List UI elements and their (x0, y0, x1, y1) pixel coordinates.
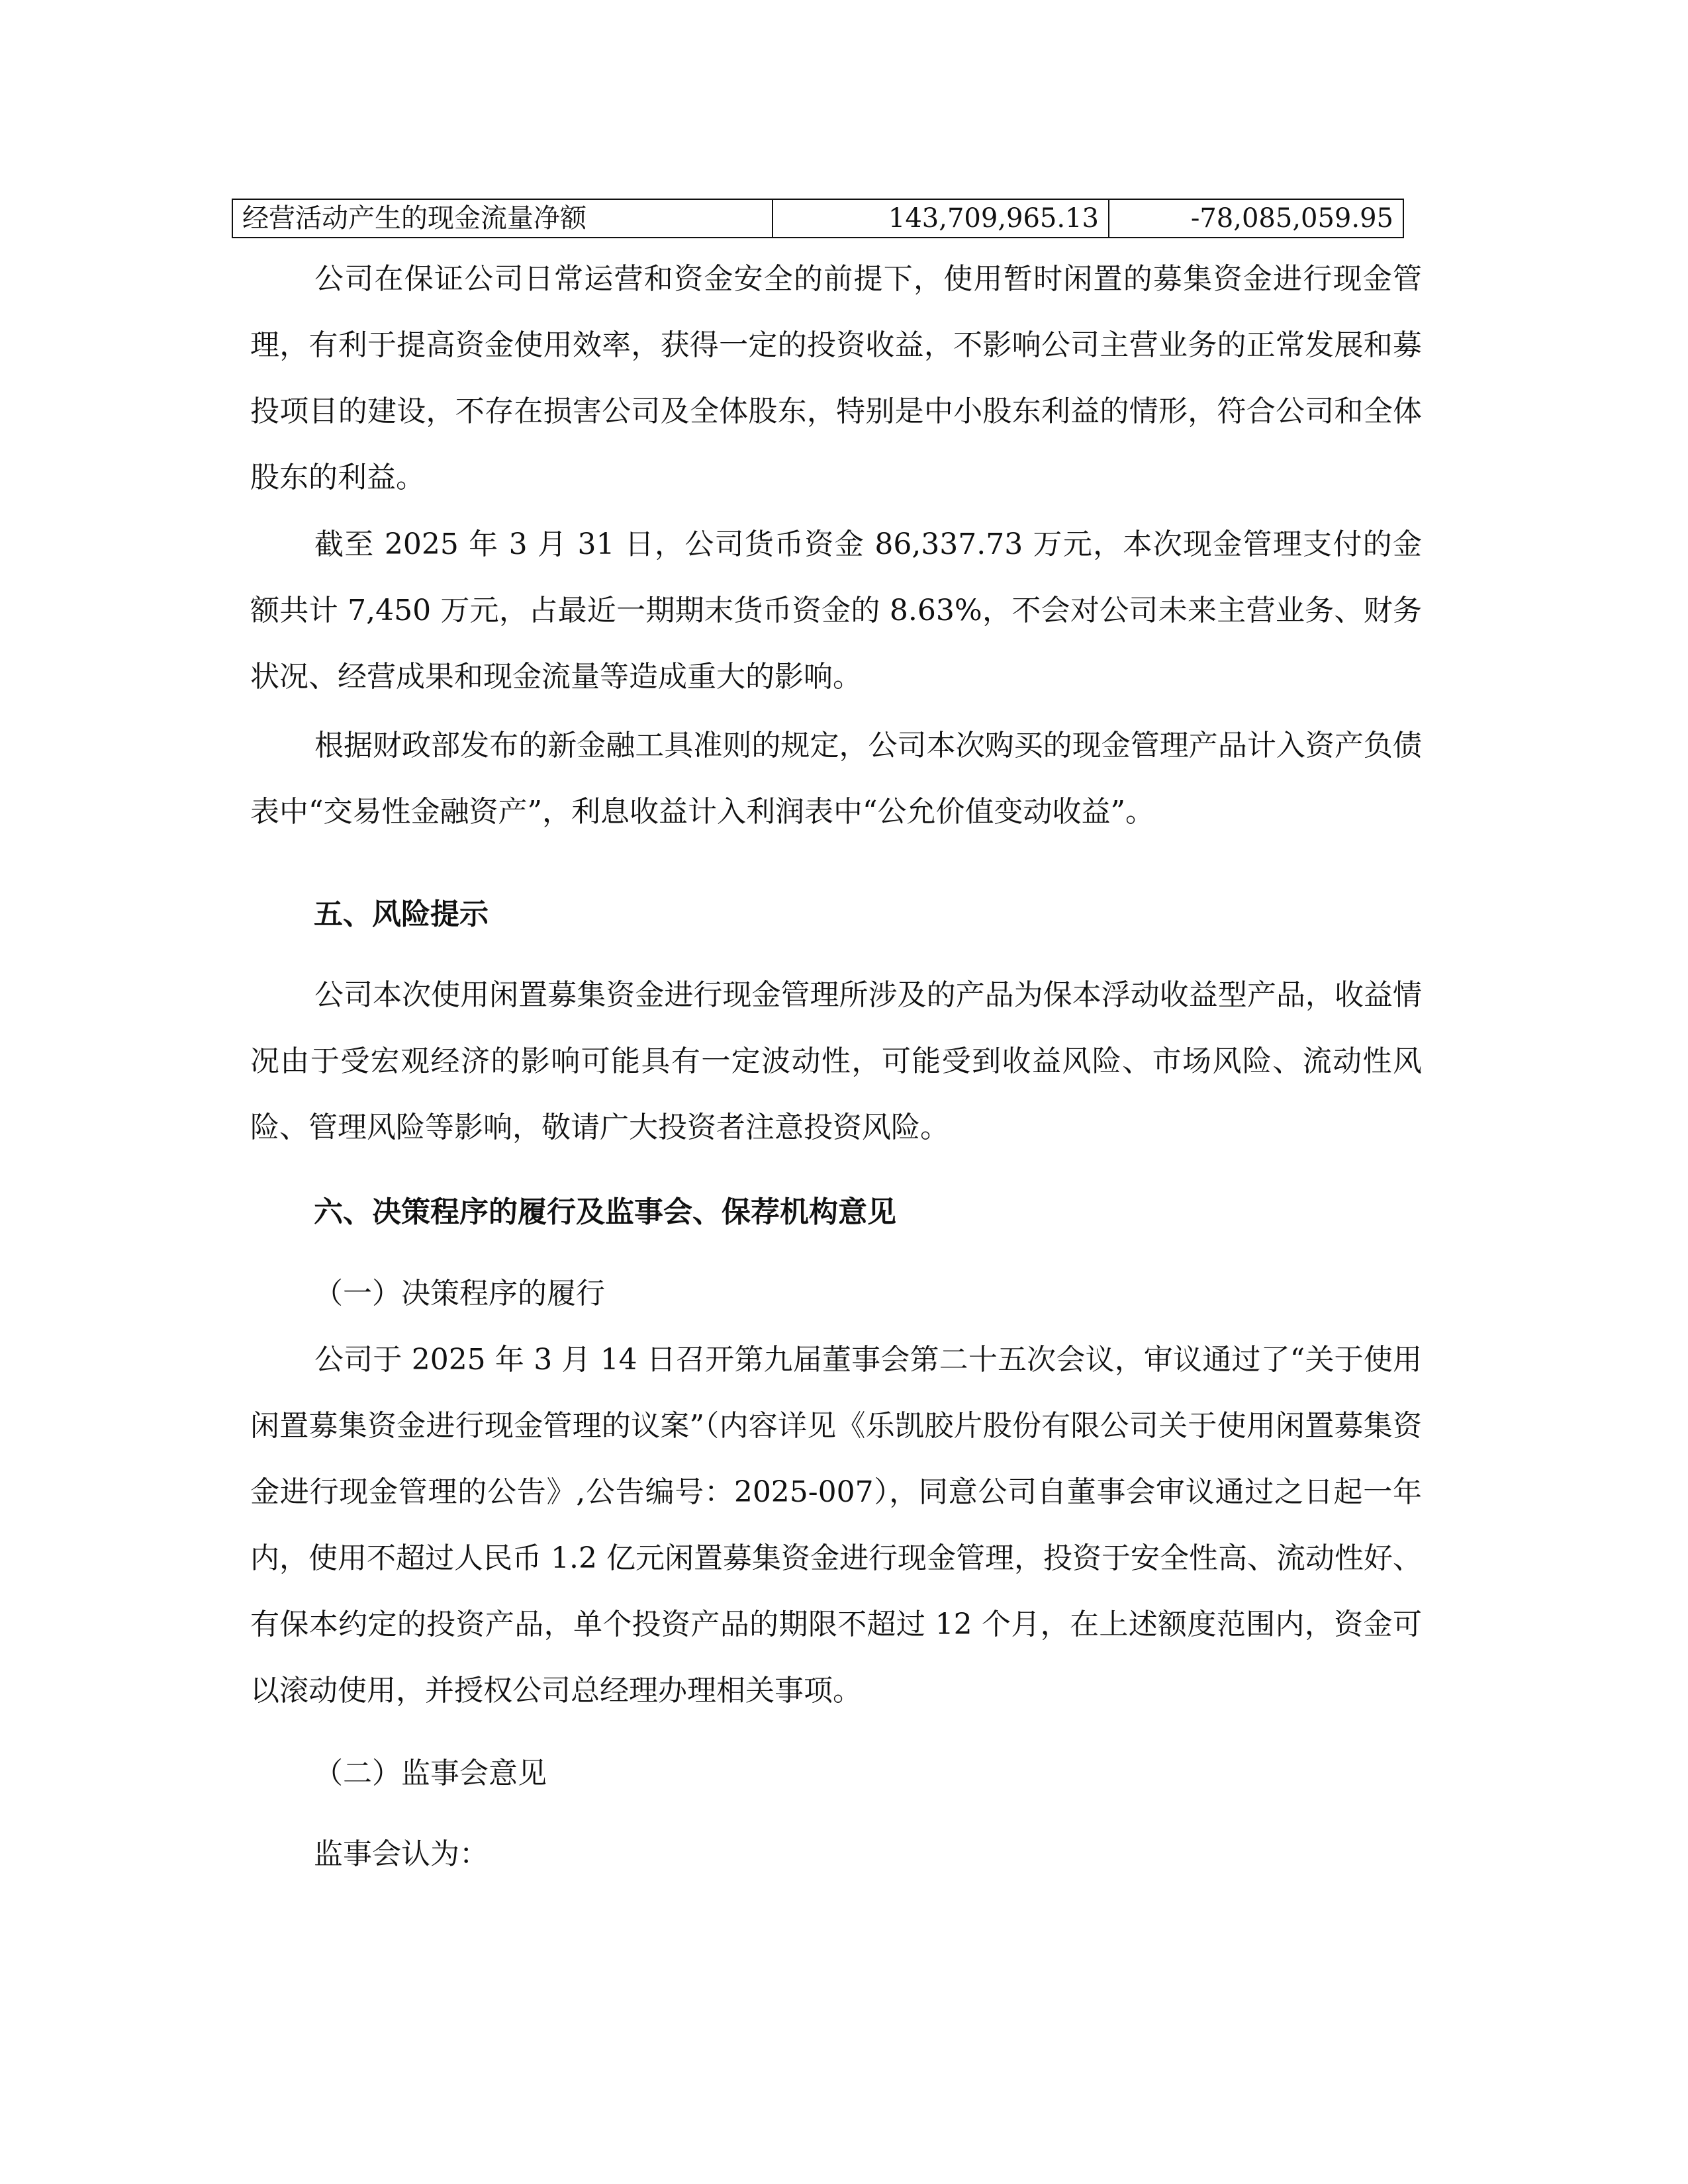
section-heading-risk: 五、风险提示 (314, 897, 489, 931)
paragraph-board-resolution: 公司于 2025 年 3 月 14 日召开第九届董事会第二十五次会议，审议通过了“关于使用闲置募集资金进行现金管理的议案”（内容详见《乐凯胶片股份有限公司关于使用闲置募集资金进行现金管理的公告》,公告编号：2025-007），同意公司自董事会审议通过之日起一年内，使用不超过人民币 1.2 亿元闲置募集资金进行现金管理，投资于安全性高、流动性好、有保本约定的投资产品，单个投资产品的期限不超过 12 个月，在上述额度范围内，资金可以滚动使用，并授权公司总经理办理相关事项。 (250, 1343, 1422, 1707)
subheading-decision-procedure: （一）决策程序的履行 (314, 1277, 605, 1310)
table-row (232, 199, 1403, 238)
paragraph-funds-status: 截至 2025 年 3 月 31 日，公司货币资金 86,337.73 万元，本次现金管理支付的金额共计 7,450 万元，占最近一期期末货币资金的 8.63%，不会对公司未来主营业务、财务状况、经营成果和现金流量等造成重大的影响。 (250, 527, 1422, 694)
value-prior: -78,085,059.95 (1109, 199, 1403, 238)
value-current: 143,709,965.13 (773, 199, 1109, 238)
section-heading-decision: 六、决策程序的履行及监事会、保荐机构意见 (314, 1195, 896, 1229)
cash-flow-table (232, 199, 1404, 238)
paragraph-cash-management-benefit: 公司在保证公司日常运营和资金安全的前提下，使用暂时闲置的募集资金进行现金管理，有利于提高资金使用效率，获得一定的投资收益，不影响公司主营业务的正常发展和募投项目的建设，不存在损害公司及全体股东，特别是中小股东利益的情形，符合公司和全体股东的利益。 (250, 262, 1422, 494)
row-label: 经营活动产生的现金流量净额 (232, 199, 773, 238)
supervisory-opinion-intro: 监事会认为： (314, 1837, 489, 1871)
paragraph-risk-statement: 公司本次使用闲置募集资金进行现金管理所涉及的产品为保本浮动收益型产品，收益情况由于受宏观经济的影响可能具有一定波动性，可能受到收益风险、市场风险、流动性风险、管理风险等影响，敬请广大投资者注意投资风险。 (250, 978, 1422, 1144)
paragraph-accounting-treatment: 根据财政部发布的新金融工具准则的规定，公司本次购买的现金管理产品计入资产负债表中“交易性金融资产”，利息收益计入利润表中“公允价值变动收益”。 (250, 729, 1422, 829)
subheading-supervisory-opinion: （二）监事会意见 (314, 1756, 547, 1790)
